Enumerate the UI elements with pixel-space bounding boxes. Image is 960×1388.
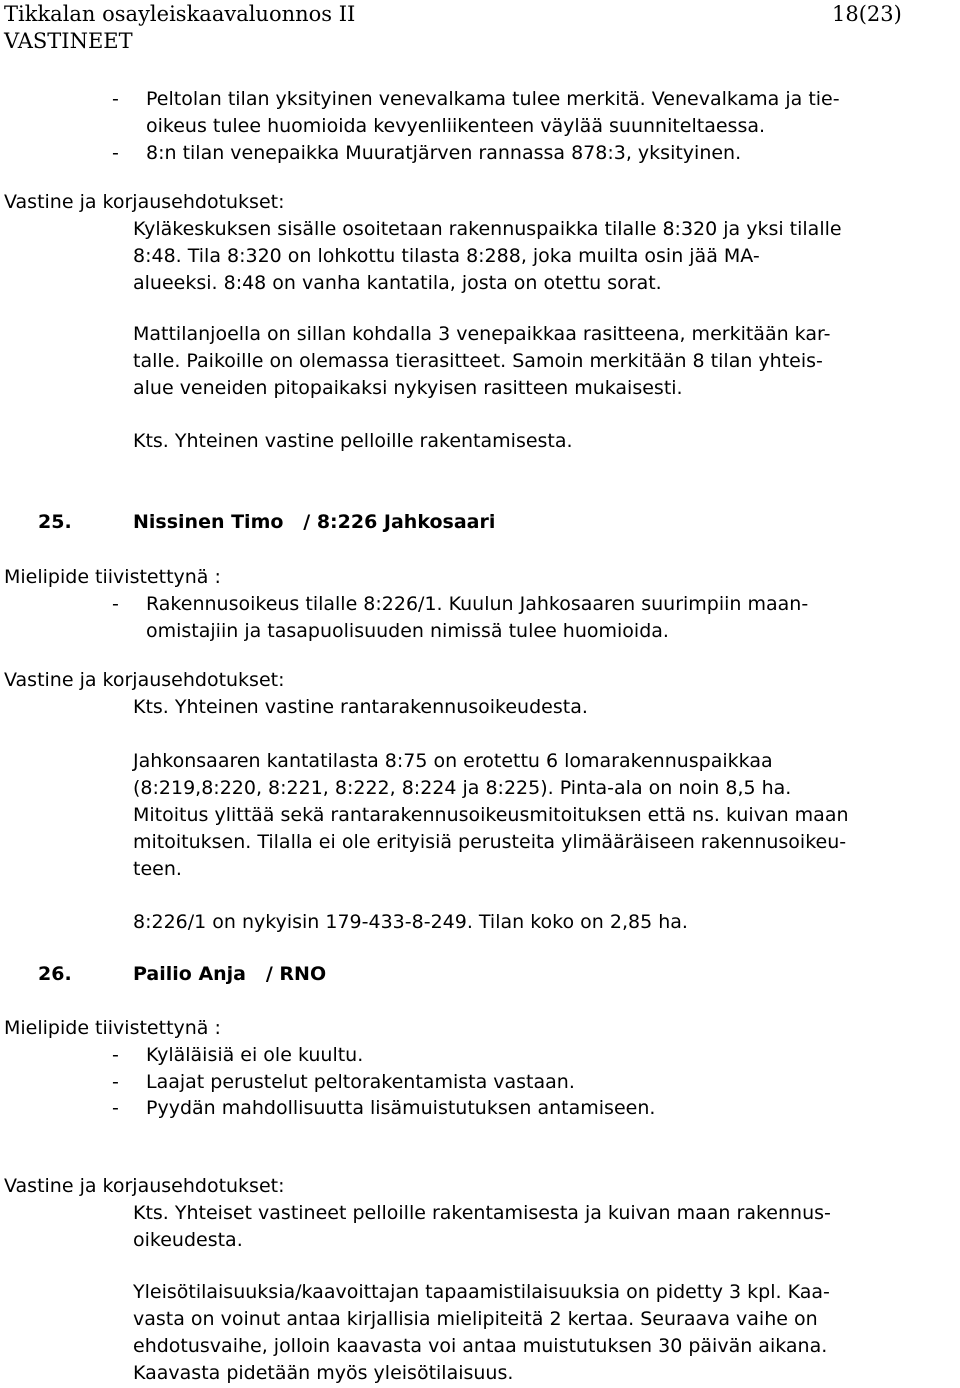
response-line: Kts. Yhteiset vastineet pelloille rakentamisesta ja kuivan maan rakennus-	[133, 1202, 831, 1224]
response-line: oikeudesta.	[133, 1229, 243, 1251]
response-line: ehdotusvaihe, jolloin kaavasta voi antaa muistutuksen 30 päivän aikana.	[133, 1335, 828, 1357]
section-heading: Nissinen Timo / 8:226 Jahkosaari	[133, 511, 496, 533]
response-line: Kts. Yhteinen vastine pelloille rakentamisesta.	[133, 430, 573, 452]
response-label: Vastine ja korjausehdotukset:	[4, 191, 285, 213]
section-number: 25.	[38, 511, 72, 533]
response-line: Kaavasta pidetään myös yleisötilaisuus.	[133, 1362, 514, 1384]
page-number: 18(23)	[832, 2, 902, 26]
section-number: 26.	[38, 963, 72, 985]
response-line: vasta on voinut antaa kirjallisia mielipiteitä 2 kertaa. Seuraava vaihe on	[133, 1308, 818, 1330]
response-line: Yleisötilaisuuksia/kaavoittajan tapaamistilaisuuksia on pidetty 3 kpl. Kaa-	[133, 1281, 830, 1303]
bullet-line: Rakennusoikeus tilalle 8:226/1. Kuulun Jahkosaaren suurimpiin maan-	[146, 593, 809, 615]
response-line: Kyläkeskuksen sisälle osoitetaan rakennuspaikka tilalle 8:320 ja yksi tilalle	[133, 218, 842, 240]
bullet-line: omistajiin ja tasapuolisuuden nimissä tulee huomioida.	[146, 620, 669, 642]
bullet-dash: -	[112, 1071, 119, 1093]
bullet-dash: -	[112, 593, 119, 615]
bullet-dash: -	[112, 142, 119, 164]
response-line: Mattilanjoella on sillan kohdalla 3 venepaikkaa rasitteena, merkitään kar-	[133, 323, 831, 345]
response-line: Kts. Yhteinen vastine rantarakennusoikeudesta.	[133, 696, 588, 718]
response-line: talle. Paikoille on olemassa tierasitteet. Samoin merkitään 8 tilan yhteis-	[133, 350, 823, 372]
response-line: 8:48. Tila 8:320 on lohkottu tilasta 8:288, joka muilta osin jää MA-	[133, 245, 760, 267]
bullet-line: oikeus tulee huomioida kevyenliikenteen väylää suunniteltaessa.	[146, 115, 766, 137]
response-line: teen.	[133, 858, 182, 880]
bullet-line: Pyydän mahdollisuutta lisämuistutuksen antamiseen.	[146, 1097, 656, 1119]
opinion-label: Mielipide tiivistettynä :	[4, 566, 221, 588]
bullet-line: Peltolan tilan yksityinen venevalkama tulee merkitä. Venevalkama ja tie-	[146, 88, 840, 110]
response-line: alue veneiden pitopaikaksi nykyisen rasitteen mukaisesti.	[133, 377, 683, 399]
response-line: alueeksi. 8:48 on vanha kantatila, josta on otettu sorat.	[133, 272, 662, 294]
document-subtitle: VASTINEET	[4, 29, 133, 53]
document-title: Tikkalan osayleiskaavaluonnos II	[4, 2, 356, 26]
bullet-dash: -	[112, 88, 119, 110]
response-line: mitoituksen. Tilalla ei ole erityisiä perusteita ylimääräiseen rakennusoikeu-	[133, 831, 847, 853]
response-line: Jahkonsaaren kantatilasta 8:75 on erotettu 6 lomarakennuspaikkaa	[133, 750, 773, 772]
bullet-line: Laajat perustelut peltorakentamista vastaan.	[146, 1071, 575, 1093]
response-label: Vastine ja korjausehdotukset:	[4, 669, 285, 691]
response-label: Vastine ja korjausehdotukset:	[4, 1175, 285, 1197]
opinion-label: Mielipide tiivistettynä :	[4, 1017, 221, 1039]
bullet-line: 8:n tilan venepaikka Muuratjärven rannassa 878:3, yksityinen.	[146, 142, 742, 164]
bullet-dash: -	[112, 1097, 119, 1119]
response-line: 8:226/1 on nykyisin 179-433-8-249. Tilan koko on 2,85 ha.	[133, 911, 688, 933]
section-heading: Pailio Anja / RNO	[133, 963, 327, 985]
bullet-line: Kyläläisiä ei ole kuultu.	[146, 1044, 364, 1066]
bullet-dash: -	[112, 1044, 119, 1066]
response-line: (8:219,8:220, 8:221, 8:222, 8:224 ja 8:225). Pinta-ala on noin 8,5 ha.	[133, 777, 792, 799]
response-line: Mitoitus ylittää sekä rantarakennusoikeusmitoituksen että ns. kuivan maan	[133, 804, 849, 826]
